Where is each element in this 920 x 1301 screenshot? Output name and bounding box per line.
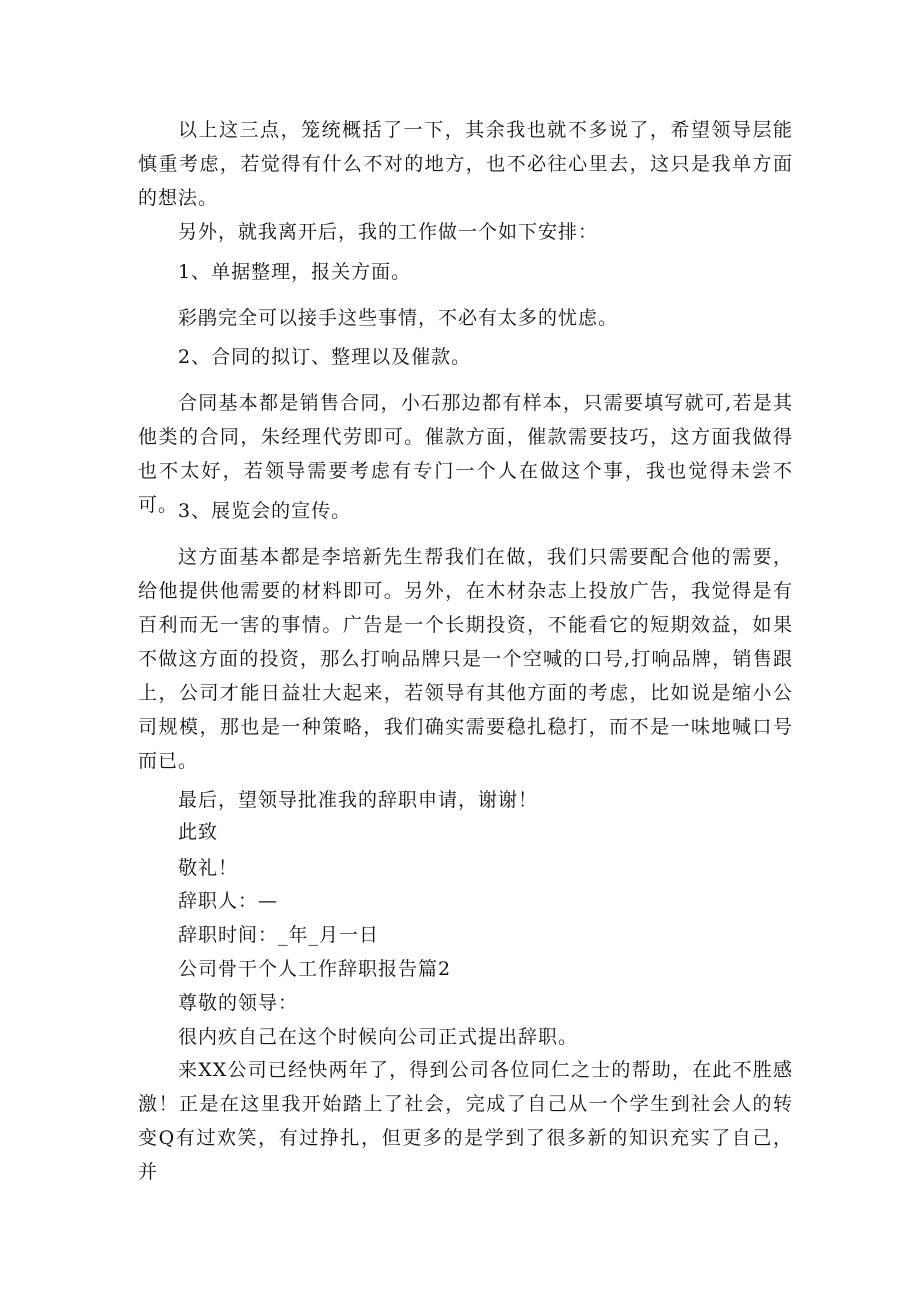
paragraph-arrangement-intro: 另外，就我离开后，我的工作做一个如下安排： xyxy=(178,221,599,243)
salutation-line-1: 此致 xyxy=(178,821,219,843)
item-2-title: 2、合同的拟订、整理以及催款。 xyxy=(178,346,472,368)
closing-line: 最后，望领导批准我的辞职申请，谢谢！ xyxy=(178,789,539,811)
item-1-body: 彩鹃完全可以接手这些事情，不必有太多的忧虑。 xyxy=(178,307,619,329)
item-3-body: 这方面基本都是李培新先生帮我们在做，我们只需要配合他的需要，给他提供他需要的材料即可。另外，在木材杂志上投放广告，我觉得是有百利而无一害的事情。广告是一个长期投资，不能看它的短期效益，如果不做这方面的投资，那么打响品牌只是一个空喊的口号,打响品牌，销售跟上，公司才能日益壮大起来，若领导有其他方面的考虑，比如说是缩小公司规模，那也是一种策略，我们确实需要稳扎稳打，而不是一味地喊口号而已。 xyxy=(138,546,793,772)
item-3-title: 3、展览会的宣传。 xyxy=(178,500,352,522)
item-1-title: 1、单据整理，报关方面。 xyxy=(178,261,412,283)
greeting-line: 尊敬的领导： xyxy=(178,992,299,1014)
signer-line: 辞职人：— xyxy=(178,890,279,912)
salutation-line-2: 敬礼！ xyxy=(178,857,239,879)
date-line: 辞职时间：_年_月一日 xyxy=(178,924,380,946)
paragraph-summary: 以上这三点，笼统概括了一下，其余我也就不多说了，希望领导层能慎重考虑，若觉得有什么不对的地方，也不必往心里去，这只是我单方面的想法。 xyxy=(138,119,793,209)
paragraph-apology: 很内疚自己在这个时候向公司正式提出辞职。 xyxy=(178,1026,579,1048)
item-2-body: 合同基本都是销售合同，小石那边都有样本，只需要填写就可,若是其他类的合同，朱经理代劳即可。催款方面，催款需要技巧，这方面我做得也不太好，若领导需要考虑有专门一个人在做这个事，我也觉得未尝不可。 xyxy=(138,392,793,516)
section-heading-2: 公司骨干个人工作辞职报告篇2 xyxy=(178,958,452,980)
paragraph-gratitude: 来XX公司已经快两年了，得到公司各位同仁之士的帮助，在此不胜感激！正是在这里我开始踏上了社会，完成了自己从一个学生到社会人的转变Q有过欢笑，有过挣扎，但更多的是学到了很多新的知识充实了自己，并 xyxy=(138,1059,793,1183)
